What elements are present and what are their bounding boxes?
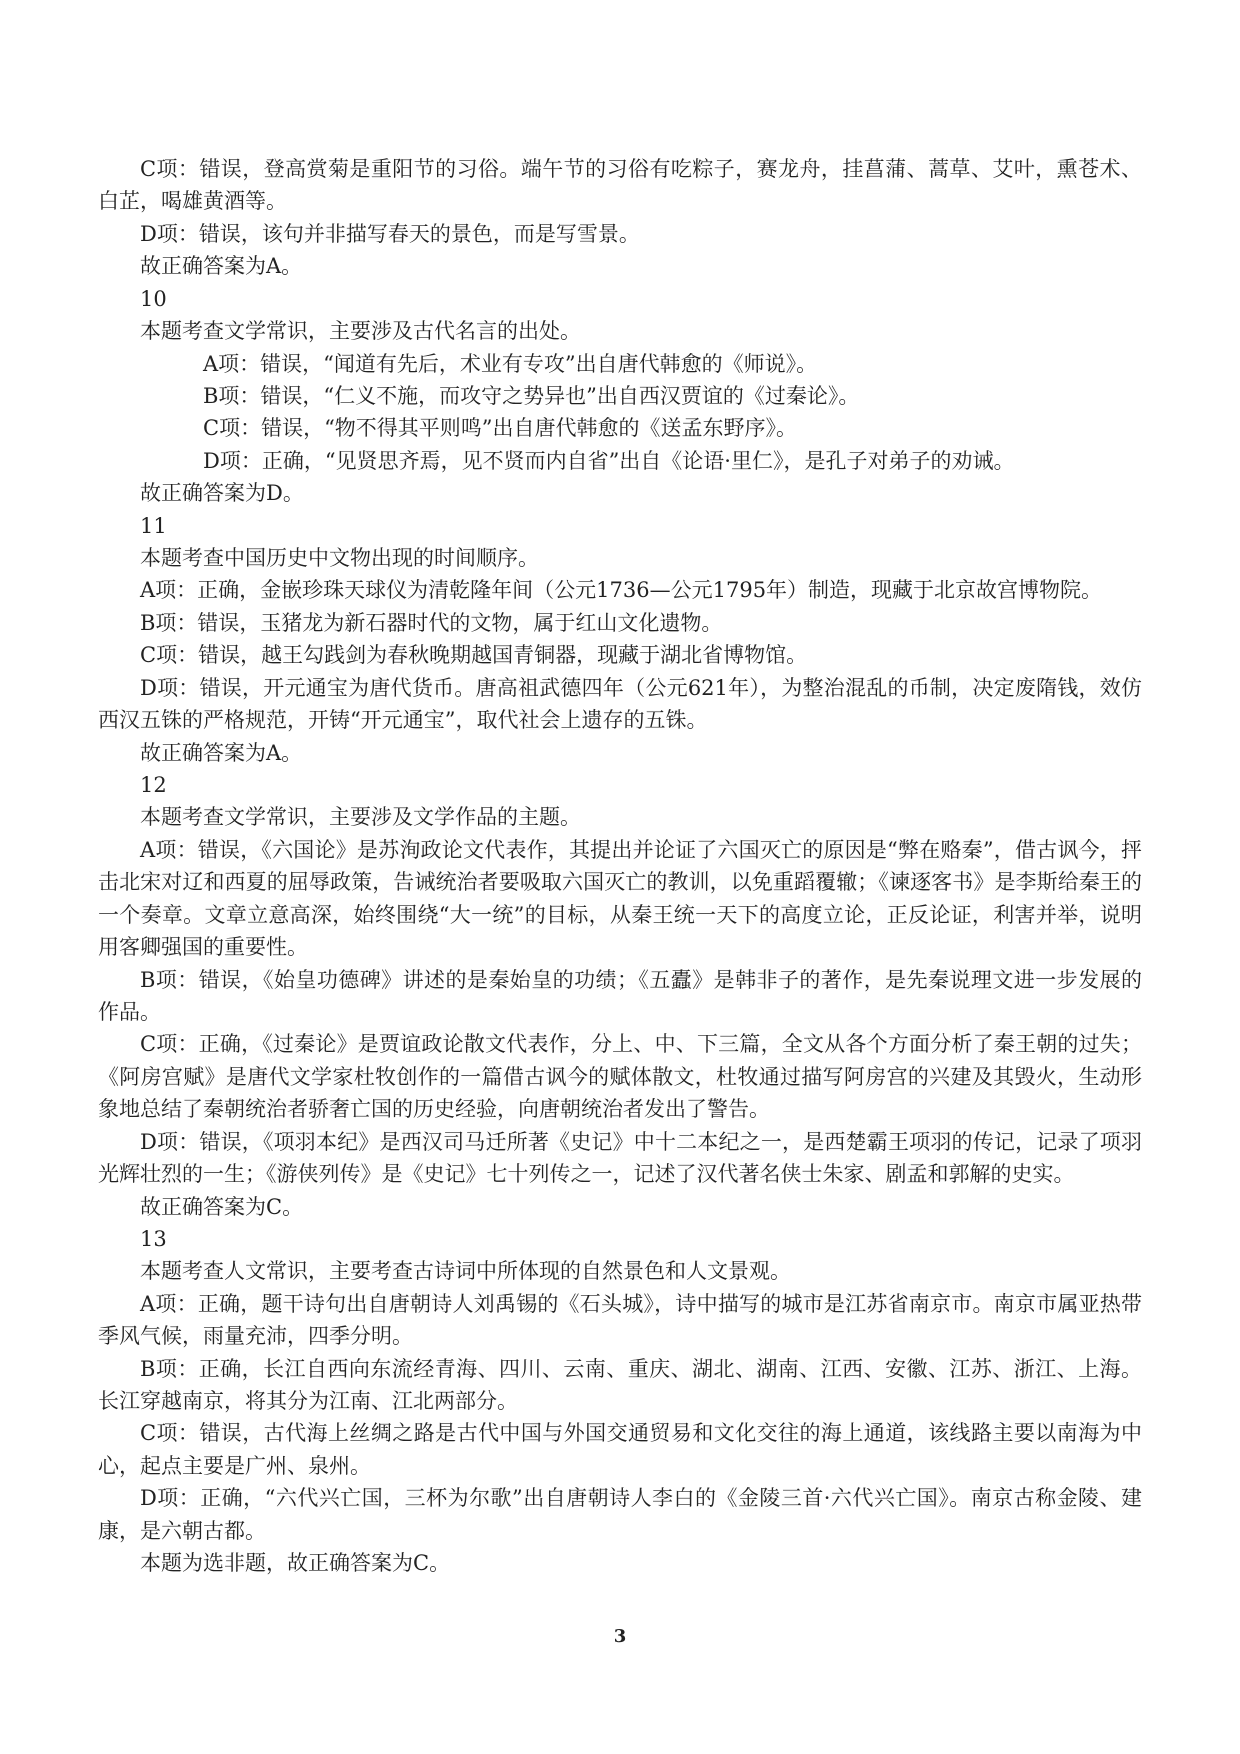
paragraph: 本题考查文学常识，主要涉及古代名言的出处。 bbox=[140, 319, 581, 344]
paragraph: A项：正确，题干诗句出自唐朝诗人刘禹锡的《石头城》，诗中描写的城市是江苏省南京市。南京市属亚热带季风气候，雨量充沛，四季分明。 bbox=[98, 1291, 1142, 1349]
paragraph: 本题考查文学常识，主要涉及文学作品的主题。 bbox=[140, 805, 581, 830]
paragraph: 本题考查中国历史中文物出现的时间顺序。 bbox=[140, 546, 539, 571]
paragraph: 故正确答案为A。 bbox=[140, 254, 303, 279]
paragraph: C项：错误，越王勾践剑为春秋晚期越国青铜器，现藏于湖北省博物馆。 bbox=[140, 643, 808, 668]
paragraph: D项：错误，开元通宝为唐代货币。唐高祖武德四年（公元621年），为整治混乱的币制，决定废隋钱，效仿西汉五铢的严格规范，开铸“开元通宝”，取代社会上遗存的五铢。 bbox=[98, 675, 1142, 733]
document-body bbox=[98, 153, 1142, 1580]
paragraph: A项：正确，金嵌珍珠天球仪为清乾隆年间（公元1736—公元1795年）制造，现藏于北京故宫博物院。 bbox=[140, 578, 1103, 603]
paragraph: 12 bbox=[140, 773, 167, 798]
paragraph: 11 bbox=[140, 513, 167, 538]
paragraph: C项：错误，“物不得其平则鸣”出自唐代韩愈的《送孟东野序》。 bbox=[203, 416, 798, 441]
paragraph: B项：错误，玉猪龙为新石器时代的文物，属于红山文化遗物。 bbox=[140, 610, 723, 635]
paragraph: 故正确答案为C。 bbox=[140, 1194, 304, 1219]
paragraph: D项：错误，该句并非描写春天的景色，而是写雪景。 bbox=[140, 221, 640, 246]
paragraph: 本题为选非题，故正确答案为C。 bbox=[140, 1551, 451, 1576]
page-number: 3 bbox=[613, 1626, 627, 1647]
paragraph: 本题考查人文常识，主要考查古诗词中所体现的自然景色和人文景观。 bbox=[140, 1259, 791, 1284]
paragraph: C项：正确，《过秦论》是贾谊政论散文代表作，分上、中、下三篇，全文从各个方面分析了秦王朝的过失；《阿房宫赋》是唐代文学家杜牧创作的一篇借古讽今的赋体散文，杜牧通过描写阿房宫的兴建及其毁火，生动形象地总结了秦朝统治者骄奢亡国的历史经验，向唐朝统治者发出了警告。 bbox=[98, 1032, 1142, 1122]
paragraph: D项：错误，《项羽本纪》是西汉司马迁所著《史记》中十二本纪之一，是西楚霸王项羽的传记，记录了项羽光辉壮烈的一生；《游侠列传》是《史记》七十列传之一，记述了汉代著名侠士朱家、剧孟和郭解的史实。 bbox=[98, 1129, 1142, 1187]
paragraph: 10 bbox=[140, 286, 167, 311]
paragraph: C项：错误，登高赏菊是重阳节的习俗。端午节的习俗有吃粽子，赛龙舟，挂菖蒲、蒿草、艾叶，熏苍术、白芷，喝雄黄酒等。 bbox=[98, 157, 1142, 214]
paragraph: A项：错误，“闻道有先后，术业有专攻”出自唐代韩愈的《师说》。 bbox=[203, 351, 818, 376]
paragraph: C项：错误，古代海上丝绸之路是古代中国与外国交通贸易和文化交往的海上通道，该线路主要以南海为中心，起点主要是广州、泉州。 bbox=[98, 1421, 1142, 1478]
paragraph: B项：错误，“仁义不施，而攻守之势异也”出自西汉贾谊的《过秦论》。 bbox=[203, 383, 860, 408]
paragraph: 13 bbox=[140, 1226, 167, 1251]
paragraph: B项：错误，《始皇功德碑》讲述的是秦始皇的功绩；《五蠹》是韩非子的著作，是先秦说理文进一步发展的作品。 bbox=[98, 967, 1142, 1024]
paragraph: D项：正确，“六代兴亡国，三杯为尔歌”出自唐朝诗人李白的《金陵三首·六代兴亡国》。南京古称金陵、建康，是六朝古都。 bbox=[98, 1486, 1142, 1543]
paragraph: B项：正确，长江自西向东流经青海、四川、云南、重庆、湖北、湖南、江西、安徽、江苏、浙江、上海。长江穿越南京，将其分为江南、江北两部分。 bbox=[98, 1356, 1142, 1414]
paragraph: 故正确答案为D。 bbox=[140, 481, 304, 506]
paragraph: 故正确答案为A。 bbox=[140, 740, 303, 765]
paragraph: A项：错误，《六国论》是苏洵政论文代表作，其提出并论证了六国灭亡的原因是“弊在赂秦”，借古讽今，抨击北宋对辽和西夏的屈辱政策，告诫统治者要吸取六国灭亡的教训，以免重蹈覆辙；《谏逐客书》是李斯给秦王的一个奏章。文章立意高深，始终围绕“大一统”的目标，从秦王统一天下的高度立论，正反论证，利害并举，说明用客卿强国的重要性。 bbox=[98, 837, 1142, 960]
paragraph: D项：正确，“见贤思齐焉，见不贤而内自省”出自《论语·里仁》，是孔子对弟子的劝诫。 bbox=[203, 448, 1015, 473]
